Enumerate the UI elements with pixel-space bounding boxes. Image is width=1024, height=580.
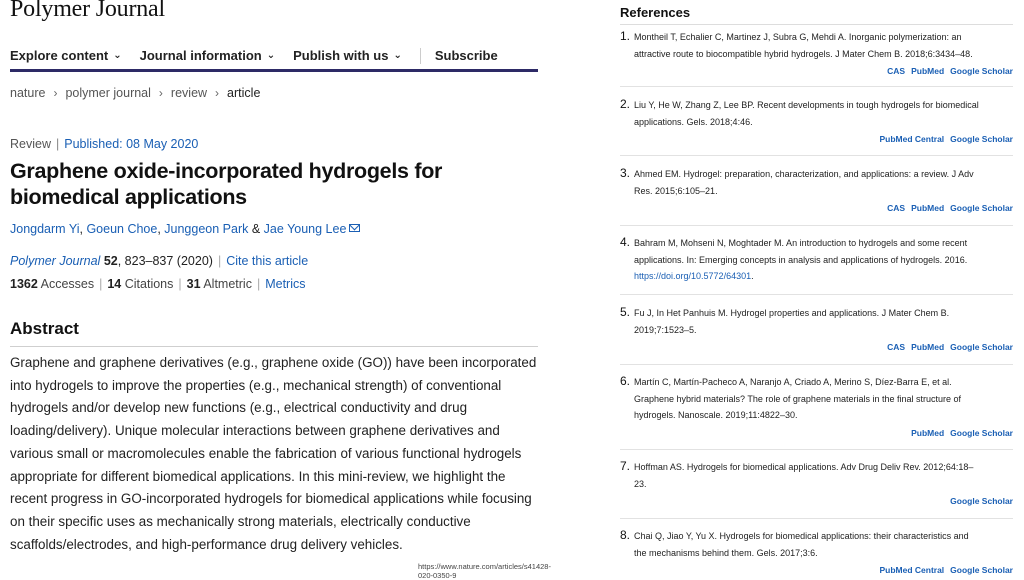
abstract-line: into hydrogels to improve the properties (e.g., mechanical strength) of conventional bbox=[10, 377, 502, 393]
divider bbox=[620, 449, 1013, 450]
chevron-down-icon: ⌄ bbox=[393, 50, 402, 61]
pages: , 823–837 (2020) bbox=[117, 254, 213, 268]
abstract-line: loading/delivery). Unique molecular interactions between graphene derivatives and bbox=[10, 423, 500, 439]
nav-label: Publish with us bbox=[293, 48, 389, 63]
reference-line: hydrogels. Nanoscale. 2019;11:4822–30. bbox=[634, 410, 798, 420]
reference-line: Fu J, In Het Panhuis M. Hydrogel properties and applications. J Mater Chem B. bbox=[634, 308, 950, 318]
reference-item: 4. Bahram M, Mohseni N, Moghtader M. An introduction to hydrogels and some recent applications. In: Emerging concepts in analysis and applications of hydrogels. 2016. https://doi.org/10.5772/64301. bbox=[620, 235, 968, 281]
google-scholar-link[interactable]: Google Scholar bbox=[950, 203, 1013, 213]
google-scholar-link[interactable]: Google Scholar bbox=[950, 496, 1013, 506]
reference-number: 4. bbox=[620, 235, 631, 249]
divider: | bbox=[56, 137, 60, 151]
abstract-line: hydrogels and/or develop new functions (e.g., electrical conductivity and drug bbox=[10, 400, 468, 416]
accesses-count: 1362 bbox=[10, 277, 38, 291]
nav-label: Subscribe bbox=[434, 48, 498, 63]
reference-item bbox=[620, 166, 1013, 217]
accesses-label: Accesses bbox=[40, 277, 95, 291]
divider bbox=[620, 155, 1013, 156]
reference-line: Montheil T, Echalier C, Martinez J, Subra G, Mehdi A. Inorganic polymerization: an bbox=[634, 32, 962, 42]
volume: 52 bbox=[103, 254, 118, 268]
article-metrics bbox=[10, 277, 306, 291]
divider bbox=[620, 364, 1013, 365]
citations-label: Citations bbox=[124, 277, 174, 291]
reference-line: Chai Q, Jiao Y, Yu X. Hydrogels for biomedical applications: their characteristics and bbox=[634, 531, 969, 541]
divider bbox=[620, 518, 1013, 519]
article-meta bbox=[10, 137, 198, 151]
reference-line: applications. Gels. 2018;4:46. bbox=[634, 116, 753, 127]
pubmed-link[interactable]: PubMed bbox=[911, 427, 945, 438]
journal-link[interactable]: Polymer Journal bbox=[10, 254, 101, 268]
nav-divider bbox=[420, 48, 421, 64]
reference-number: 3. bbox=[620, 166, 631, 180]
divider: | bbox=[256, 277, 261, 291]
divider: | bbox=[178, 277, 182, 291]
published-date: Published: 08 May 2020 bbox=[64, 137, 199, 151]
cas-link[interactable]: CAS bbox=[887, 203, 906, 213]
cas-link[interactable]: CAS bbox=[887, 66, 906, 76]
chevron-right-icon: › bbox=[158, 86, 163, 100]
reference-line: applications. In: Emerging concepts in analysis and applications of hydrogels. 2016. bbox=[634, 254, 968, 265]
reference-number: 2. bbox=[620, 97, 631, 111]
divider bbox=[10, 346, 538, 347]
reference-number: 5. bbox=[620, 305, 631, 319]
nav-journal-information[interactable] bbox=[140, 48, 275, 63]
divider bbox=[620, 225, 1013, 226]
breadcrumb bbox=[10, 86, 260, 100]
reference-line: Res. 2015;6:105–21. bbox=[634, 185, 718, 196]
altmetric-count: 31 bbox=[186, 277, 201, 291]
doi-link[interactable]: https://doi.org/10.5772/64301 bbox=[634, 271, 752, 281]
mail-icon[interactable] bbox=[349, 224, 360, 232]
pubmed-link[interactable]: PubMed bbox=[911, 66, 945, 76]
nav-label: Explore content bbox=[10, 48, 109, 63]
article-type: Review bbox=[10, 137, 51, 151]
chevron-right-icon: › bbox=[215, 86, 220, 100]
reference-number: 8. bbox=[620, 528, 631, 542]
google-scholar-link[interactable]: Google Scholar bbox=[950, 134, 1013, 144]
reference-number: 1. bbox=[620, 29, 631, 43]
nav-explore-content[interactable] bbox=[10, 48, 122, 63]
nav-label: Journal information bbox=[139, 48, 262, 63]
divider bbox=[620, 86, 1013, 87]
author-link[interactable]: Goeun Choe bbox=[86, 222, 158, 236]
nav-publish-with-us[interactable] bbox=[293, 48, 402, 63]
abstract-text bbox=[10, 352, 542, 556]
references-heading: References bbox=[620, 5, 691, 20]
cas-link[interactable]: CAS bbox=[887, 342, 906, 352]
pubmed-central-link[interactable]: PubMed Central bbox=[879, 134, 945, 144]
article-title: Graphene oxide-incorporated hydrogels for biomedical applications bbox=[10, 159, 443, 209]
cite-this-article-link[interactable]: Cite this article bbox=[226, 254, 309, 268]
breadcrumb-article: article bbox=[227, 86, 261, 100]
reference-item bbox=[620, 528, 1013, 579]
reference-line: Bahram M, Mohseni N, Moghtader M. An introduction to hydrogels and some recent bbox=[634, 238, 968, 248]
pubmed-link[interactable]: PubMed bbox=[911, 203, 945, 213]
breadcrumb-review[interactable]: review bbox=[170, 86, 208, 100]
reference-line: Hoffman AS. Hydrogels for biomedical applications. Adv Drug Deliv Rev. 2012;64:18– bbox=[634, 462, 974, 472]
breadcrumb-nature[interactable]: nature bbox=[10, 86, 46, 100]
google-scholar-link[interactable]: Google Scholar bbox=[950, 565, 1013, 575]
metrics-link[interactable]: Metrics bbox=[265, 277, 306, 291]
chevron-down-icon: ⌄ bbox=[266, 50, 276, 61]
journal-logo[interactable]: Polymer Journal bbox=[10, 0, 165, 22]
abstract-line: recent progress in GO-incorporated hydrogels for biomedical applications while focusing bbox=[10, 491, 532, 507]
abstract-line: scaffolds/electrodes, and high-performance drug delivery vehicles. bbox=[10, 536, 403, 552]
divider bbox=[620, 294, 1013, 295]
nav-subscribe[interactable] bbox=[435, 48, 498, 63]
reference-item bbox=[620, 305, 1013, 356]
reference-item bbox=[620, 29, 1013, 80]
reference-line: the mechanisms behind them. Gels. 2017;3:6. bbox=[634, 547, 818, 558]
reference-item bbox=[620, 97, 1013, 148]
reference-line: 2019;7:1523–5. bbox=[634, 324, 697, 335]
reference-line: Graphene hybrid materials? The role of graphene materials in the final structure of bbox=[634, 393, 962, 404]
chevron-down-icon: ⌄ bbox=[113, 50, 122, 61]
source-url: https://www.nature.com/articles/s41428-020-0350-9 bbox=[418, 562, 551, 580]
citations-count: 14 bbox=[107, 277, 122, 291]
breadcrumb-polymer-journal[interactable]: polymer journal bbox=[65, 86, 151, 100]
author-link[interactable]: Junggeon Park bbox=[164, 222, 249, 236]
reference-line: Ahmed EM. Hydrogel: preparation, characterization, and applications: a review. J Adv bbox=[634, 169, 974, 179]
author-link[interactable]: Jongdarm Yi bbox=[10, 222, 80, 236]
abstract-line: appropriate for different biomedical applications. In this mini-review, we highlight the bbox=[10, 468, 506, 484]
altmetric-label: Altmetric bbox=[203, 277, 252, 291]
divider: | bbox=[99, 277, 103, 291]
divider bbox=[620, 24, 1013, 25]
pubmed-central-link[interactable]: PubMed Central bbox=[879, 565, 945, 575]
abstract-line: on their specific uses as mechanically strong materials, electrically conductive bbox=[10, 513, 471, 529]
reference-number: 7. bbox=[620, 459, 631, 473]
google-scholar-link[interactable]: Google Scholar bbox=[950, 427, 1013, 438]
abstract-heading: Abstract bbox=[10, 319, 79, 338]
author-link[interactable]: Jae Young Lee bbox=[263, 222, 347, 236]
divider: | bbox=[217, 254, 222, 268]
reference-line: attractive route to biocompatible hybrid hydrogels. J Mater Chem B. 2018;6:3434–48. bbox=[634, 48, 973, 59]
citation-line bbox=[10, 254, 308, 268]
google-scholar-link[interactable]: Google Scholar bbox=[950, 66, 1013, 76]
reference-item bbox=[620, 459, 1013, 510]
pubmed-link[interactable]: PubMed bbox=[911, 342, 945, 352]
main-nav bbox=[10, 42, 538, 72]
abstract-line: Graphene and graphene derivatives (e.g., graphene oxide (GO)) have been incorporated bbox=[10, 355, 537, 370]
chevron-right-icon: › bbox=[53, 86, 58, 100]
reference-line: Liu Y, He W, Zhang Z, Lee BP. Recent developments in tough hydrogels for biomedical bbox=[634, 100, 979, 110]
google-scholar-link[interactable]: Google Scholar bbox=[950, 342, 1013, 352]
author-list: Jongdarm Yi, Goeun Choe, Junggeon Park & Jae Young Lee bbox=[10, 222, 360, 236]
reference-item bbox=[620, 374, 1013, 441]
abstract-line: various small or macromolecules enable the fabrication of various functional hydrogels bbox=[10, 445, 522, 461]
reference-number: 6. bbox=[620, 374, 631, 388]
reference-line: 23. bbox=[634, 478, 647, 489]
references-pane bbox=[612, 0, 1024, 574]
reference-line: Martín C, Martín-Pacheco A, Naranjo A, Criado A, Merino S, Díez-Barra E, et al. bbox=[634, 377, 952, 387]
